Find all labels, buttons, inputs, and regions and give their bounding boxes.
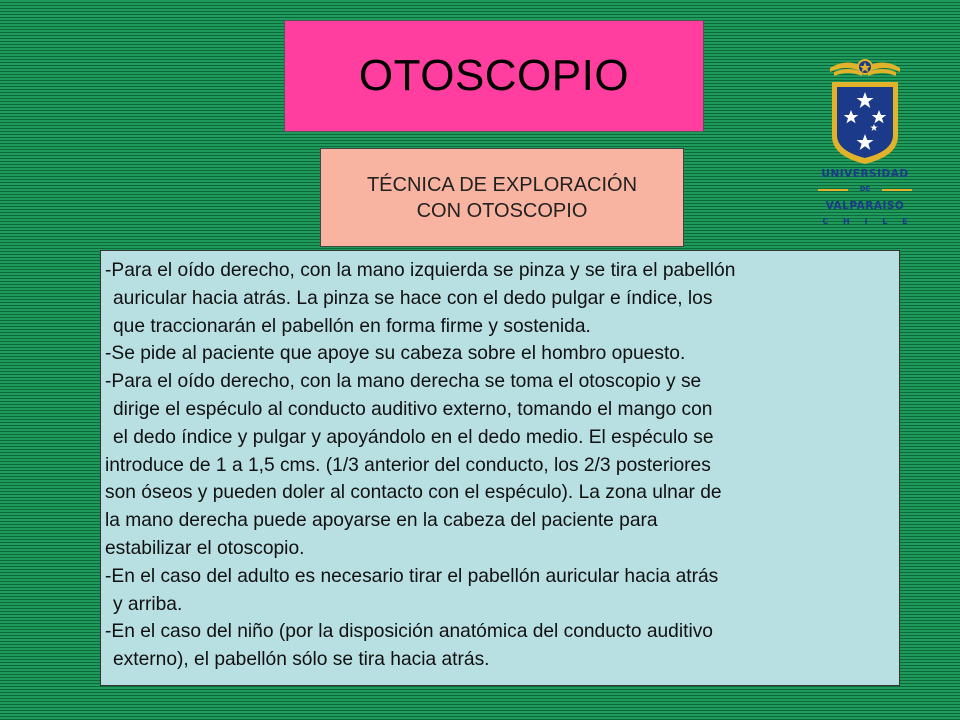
body-line: son óseos y pueden doler al contacto con el espéculo). La zona ulnar de [105,482,722,504]
logo-text-de: DE [859,185,871,193]
body-line: que traccionarán el pabellón en forma firme y sostenida. [113,315,591,337]
body-line: la mano derecha puede apoyarse en la cabeza del paciente para [105,510,658,532]
subtitle-line: TÉCNICA DE EXPLORACIÓN [366,173,638,196]
body-text-box [100,250,900,686]
body-line: -Para el oído derecho, con la mano izquierda se pinza y se tira el pabellón [105,260,736,281]
logo-text-valparaiso: VALPARAISO [825,200,905,212]
logo-text-universidad: UNIVERSIDAD [821,168,909,180]
subtitle-line: CON OTOSCOPIO [416,199,588,222]
university-logo [812,52,918,242]
slide-subtitle-box [320,148,684,247]
body-line: el dedo índice y pulgar y apoyándolo en el dedo medio. El espéculo se [113,426,714,448]
body-line: -Para el oído derecho, con la mano derecha se toma el otoscopio y se [105,371,702,393]
body-line: dirige el espéculo al conducto auditivo externo, tomando el mango con [113,398,713,420]
body-line: auricular hacia atrás. La pinza se hace con el dedo pulgar e índice, los [113,287,713,309]
body-line: externo), el pabellón sólo se tira hacia atrás. [113,649,490,671]
body-line: -En el caso del adulto es necesario tirar el pabellón auricular hacia atrás [105,565,719,587]
body-line: -En el caso del niño (por la disposición anatómica del conducto auditivo [105,621,713,643]
logo-text-chile: C H I L E [822,217,914,226]
body-line: introduce de 1 a 1,5 cms. (1/3 anterior del conducto, los 2/3 posteriores [105,454,711,476]
slide-title-box [284,20,704,132]
slide-title: OTOSCOPIO [358,51,630,100]
body-line: estabilizar el otoscopio. [105,537,305,559]
university-shield-icon [812,52,918,170]
body-line: -Se pide al paciente que apoye su cabeza sobre el hombro opuesto. [105,343,686,365]
body-line: y arriba. [113,593,183,615]
